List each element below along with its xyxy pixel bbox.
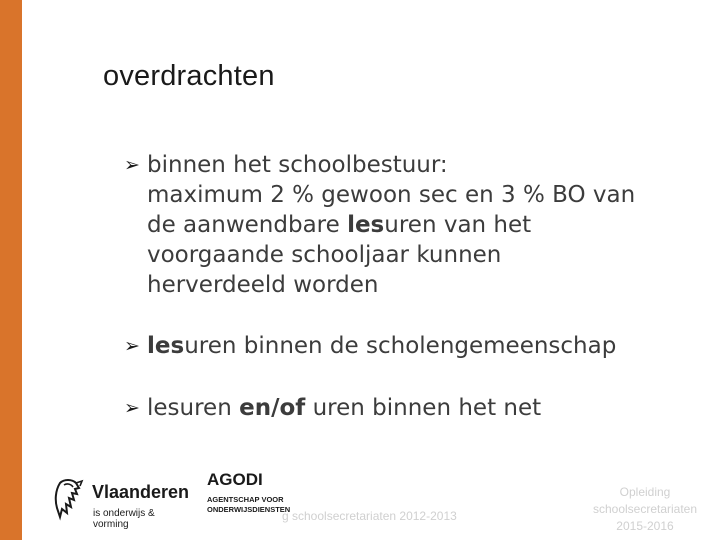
bullet-text: lesuren [147, 395, 240, 421]
vlaanderen-wordmark: Vlaanderen [92, 482, 190, 502]
footer-right-line: schoolsecretariaten [592, 502, 698, 516]
vlaanderen-tagline: is onderwijs & vorming [93, 508, 155, 530]
bullet-line: herverdeeld worden [147, 272, 379, 298]
footer-right-line: 2015-2016 [616, 519, 674, 533]
flemish-lion-icon [52, 477, 88, 521]
bullet-item-scholengemeenschap [124, 331, 714, 361]
bullet-text: uren van het [384, 212, 532, 238]
bullet-line: binnen het schoolbestuur: [147, 152, 448, 178]
bullet-bold-text: les [347, 212, 385, 238]
bullet-text: uren binnen de scholengemeenschap [184, 333, 617, 359]
agodi-wordmark: AGODI [207, 470, 263, 489]
bullet-line: maximum 2 % gewoon sec en 3 % BO van [147, 182, 636, 208]
bullet-line: voorgaande schooljaar kunnen [147, 242, 502, 268]
bullet-text: uren binnen het net [305, 395, 542, 421]
bullet-text: de aanwendbare [147, 212, 348, 238]
bullet-bold-text: en/of [239, 395, 306, 421]
bullet-bold-text: les [147, 333, 185, 359]
arrow-bullet-icon: ➢ [124, 335, 140, 357]
slide-title: overdrachten [103, 60, 275, 92]
vlaanderen-logo [52, 477, 192, 530]
bullet-line [147, 210, 714, 240]
arrow-bullet-icon: ➢ [124, 154, 140, 176]
footer-right-line: Opleiding [619, 485, 671, 499]
agodi-subtitle-line: ONDERWIJSDIENSTEN [207, 505, 291, 514]
accent-side-bar [0, 0, 22, 540]
agodi-subtitle-line: AGENTSCHAP VOOR [207, 495, 284, 504]
bullet-item-schoolbestuur [124, 150, 714, 300]
bullet-list [124, 150, 714, 423]
bullet-item-net [124, 393, 714, 423]
slide-footer [0, 462, 720, 540]
arrow-bullet-icon: ➢ [124, 397, 140, 419]
footer-center-text: g schoolsecretariaten 2012-2013 [282, 509, 457, 523]
footer-right-text [580, 484, 710, 535]
